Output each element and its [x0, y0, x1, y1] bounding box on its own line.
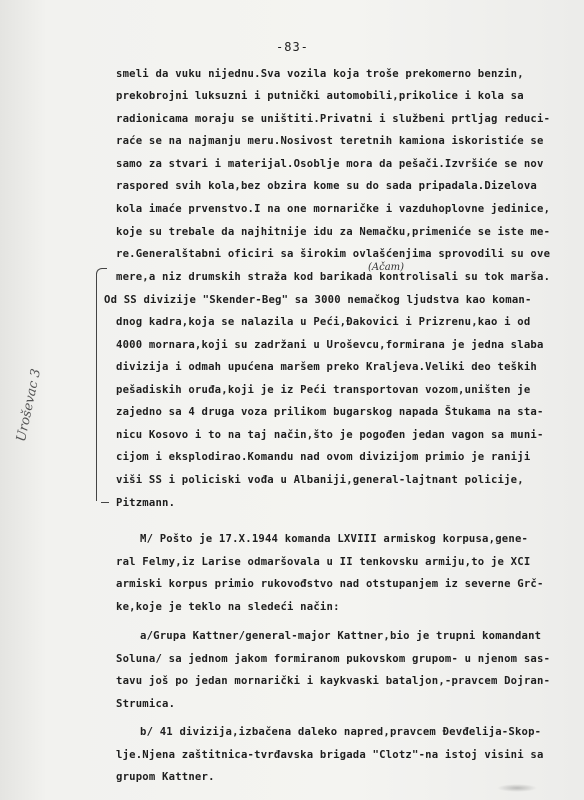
handwritten-annotation: (Ačam) [368, 262, 405, 273]
text-line: Od SS divizije "Skender-Beg" sa 3000 nemačkog ljudstva kao koman- [104, 294, 532, 306]
text-line: armiski korpus primio rukovođstvo nad otstupanjem iz severne Grč- [116, 578, 544, 590]
text-line: raspored svih kola,bez obzira kome su do sada pripadala.Dizelova [116, 180, 537, 192]
text-line: prekobrojni luksuzni i putnički automobili,prikolice i kola sa [116, 90, 524, 102]
text-line: divizija i odmah upućena maršem preko Kraljeva.Veliki deo teških [116, 361, 537, 373]
text-line: zajedno sa 4 druga voza prilikom bugarskog napada Štukama na sta- [116, 406, 544, 418]
text-line: nicu Kosovo i to na taj način,što je pogođen jedan vagon sa muni- [116, 429, 544, 441]
text-line: Strumica. [116, 698, 176, 710]
margin-bracket-tick [101, 496, 109, 503]
text-line: b/ 41 divizija,izbačena daleko napred,pravcem Đevđelija-Skop- [140, 726, 542, 738]
text-line: dnog kadra,koja se nalazila u Peći,Đakovici i Prizrenu,kao i od [116, 316, 531, 328]
text-line: ral Felmy,iz Larise odmaršovala u II tenkovsku armiju,to je XCI [116, 556, 531, 568]
text-line: pešadiskih oruđa,koji je iz Peći transportovan vozom,uništen je [116, 384, 531, 396]
text-line: viši SS i policiski vođa u Albaniji,general-lajtnant policije, [116, 474, 524, 486]
text-line: cijom i eksplodirao.Komandu nad ovom divizijom primio je raniji [116, 451, 531, 463]
text-line: Soluna/ sa jednom jakom formiranom pukovskom grupom- u njenom sas- [116, 653, 551, 665]
page-number: -83- [276, 40, 309, 54]
text-line: kola imaće prvenstvo.I na one mornaričke i vazduhoplovne jedinice, [116, 203, 551, 215]
margin-handwritten-note: Uroševac 3 [14, 367, 45, 444]
text-line: a/Grupa Kattner/general-major Kattner,bio je trupni komandant [140, 630, 542, 642]
text-line: samo za stvari i materijal.Osoblje mora da pešači.Izvršiće se nov [116, 158, 544, 170]
text-line: ke,koje je teklo na sledeći način: [116, 601, 340, 613]
text-line: raće se na najmanju meru.Nosivost teretnih kamiona iskoristiće se [116, 135, 544, 147]
text-line: smeli da vuku nijednu.Sva vozila koja troše prekomerno benzin, [116, 68, 524, 80]
text-line: radionicama moraju se uništiti.Privatni i službeni prtljag reduci- [116, 113, 551, 125]
text-line: lje.Njena zaštitnica-tvrđavska brigada "Clotz"-na istoj visini sa [116, 749, 544, 761]
text-line: M/ Pošto je 17.X.1944 komanda LXVIII armiskog korpusa,gene- [140, 533, 529, 545]
text-line: grupom Kattner. [116, 771, 215, 783]
text-line: 4000 mornara,koji su zadržani u Uroševcu,formirana je jedna slaba [116, 339, 544, 351]
ink-smudge [497, 784, 537, 792]
text-line: Pitzmann. [116, 497, 176, 509]
text-line: mere,a niz drumskih straža kod barikada kontrolisali su tok marša. [116, 271, 551, 283]
text-line: re.Generalštabni oficiri sa širokim ovlašćenjima sprovodili su ove [116, 248, 551, 260]
text-line: tavu još po jedan mornarički i kaykvaski bataljon,-pravcem Dojran- [116, 675, 551, 687]
text-line: koje su trebale da najhitnije idu za Nemačku,primeniće se iste me- [116, 226, 551, 238]
